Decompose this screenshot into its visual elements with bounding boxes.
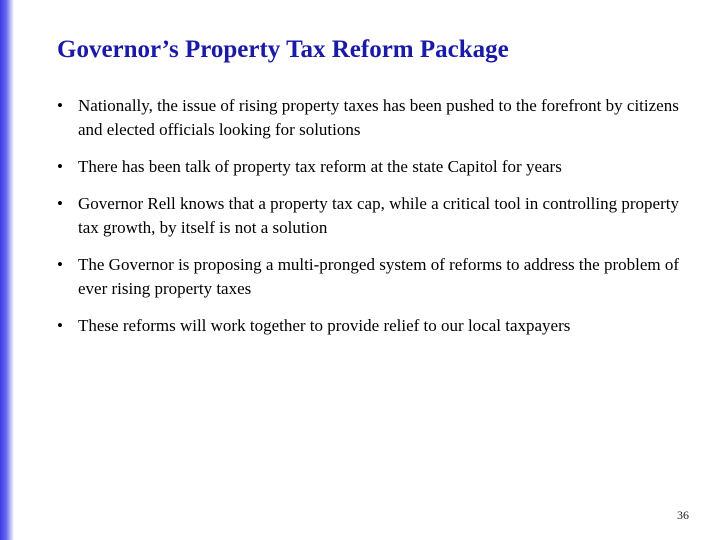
bullet-item [57, 253, 697, 301]
bullet-item [57, 94, 697, 142]
bullet-text: Governor Rell knows that a property tax cap, while a critical tool in controlling property tax growth, by itself is not a solution [78, 194, 679, 237]
bullet-icon: • [57, 157, 63, 176]
page-number: 36 [677, 508, 689, 522]
bullet-item [57, 314, 697, 338]
bullet-icon: • [57, 96, 63, 115]
side-gradient-bar [0, 0, 14, 540]
bullet-icon: • [57, 316, 63, 335]
bullet-text: There has been talk of property tax reform at the state Capitol for years [78, 157, 562, 176]
bullet-icon: • [57, 255, 63, 274]
bullet-text: These reforms will work together to provide relief to our local taxpayers [78, 316, 571, 335]
bullet-item [57, 155, 697, 179]
bullet-text: Nationally, the issue of rising property taxes has been pushed to the forefront by citizens and elected officials looking for solutions [78, 96, 679, 139]
bullet-text: The Governor is proposing a multi-pronged system of reforms to address the problem of ever rising property taxes [78, 255, 680, 298]
bullet-icon: • [57, 194, 63, 213]
bullet-item [57, 192, 697, 240]
slide-title: Governor’s Property Tax Reform Package [57, 36, 509, 63]
bullet-list [57, 94, 697, 351]
